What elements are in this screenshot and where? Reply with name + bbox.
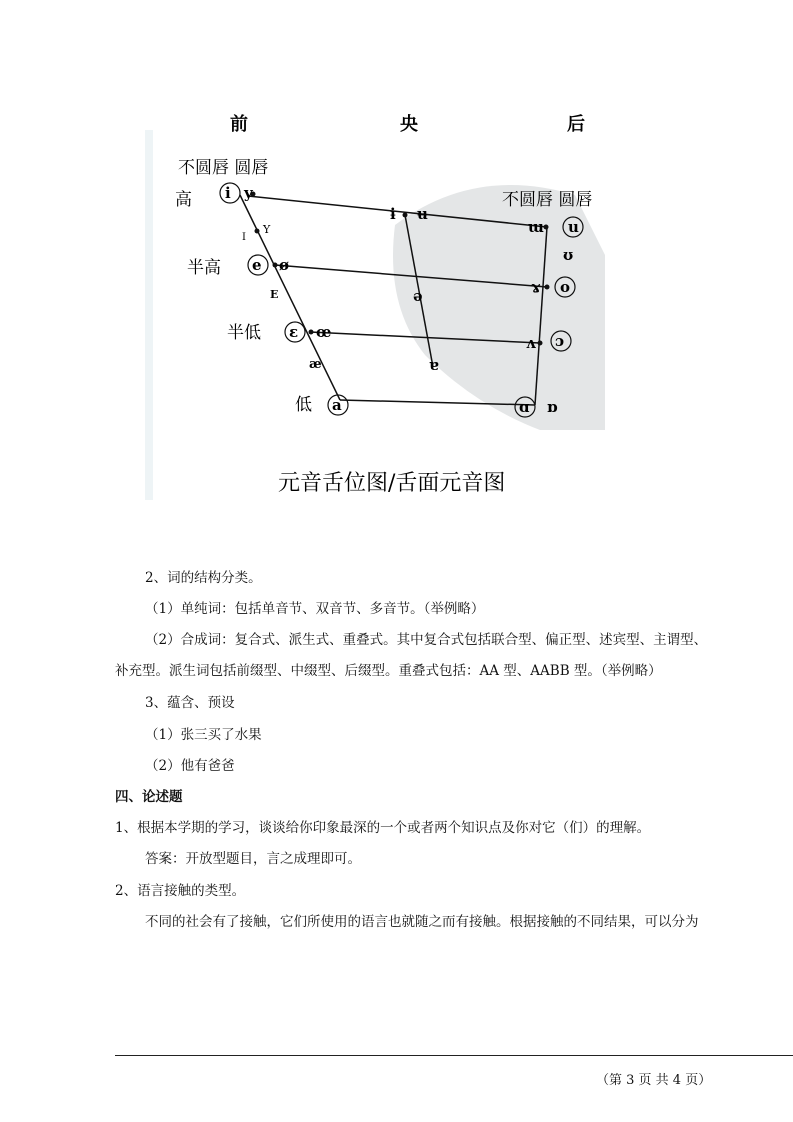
vowel-epsilon: ε [289, 323, 299, 341]
height-high: 高 [175, 190, 192, 210]
col-back: 后 [567, 114, 585, 135]
text-line-1: 2、词的结构分类。 [145, 570, 262, 586]
vowel-oe: œ [316, 323, 332, 341]
vowel-ae: æ [309, 357, 322, 372]
vowel-wedge: ʌ [526, 334, 536, 352]
left-shade [145, 130, 153, 500]
vowel-i: i [225, 184, 231, 202]
vowel-small-i: I [242, 232, 246, 243]
vowel-alpha: ɑ [519, 398, 530, 416]
vowel-turned-m: ɯ [528, 218, 544, 236]
vowel-schwa: ə [413, 287, 423, 305]
height-mid-high: 半高 [187, 258, 221, 278]
height-mid-low: 半低 [227, 323, 261, 343]
text-line-4: 补充型。派生词包括前缀型、中缀型、后缀型。重叠式包括：AA 型、AABB 型。（举例略） [115, 663, 662, 679]
text-line-7: （2）他有爸爸 [145, 758, 235, 774]
col-front: 前 [230, 114, 248, 135]
vowel-turned-a: ɐ [429, 356, 439, 374]
vowel-u: u [568, 218, 579, 236]
vowel-a: a [332, 396, 342, 414]
vowel-gamma: ɤ [531, 278, 541, 296]
footer-rule [115, 1055, 793, 1056]
text-line-5: 3、蕴含、预设 [145, 695, 235, 711]
height-low: 低 [295, 395, 312, 415]
vowel-turned-alpha: ɒ [547, 398, 558, 416]
vowel-chart-figure [145, 105, 615, 505]
vowel-small-y: Y [263, 223, 271, 236]
vowel-small-e: E [270, 288, 279, 301]
vowel-upsilon: ʊ [563, 246, 574, 264]
section-heading: 四、论述题 [115, 789, 183, 805]
text-line-3: （2）合成词：复合式、派生式、重叠式。其中复合式包括联合型、偏正型、述宾型、主谓型、 [145, 632, 708, 648]
vowel-e: e [252, 256, 262, 274]
vowel-open-o: ɔ [555, 332, 565, 350]
front-rounding-label: 不圆唇 圆唇 [178, 158, 269, 178]
text-line-9: 1、根据本学期的学习，谈谈给你印象最深的一个或者两个知识点及你对它（们）的理解。 [115, 820, 651, 836]
text-line-12: 不同的社会有了接触，它们所使用的语言也就随之而有接触。根据接触的不同结果，可以分为 [145, 914, 699, 930]
vowel-barred-u: ʉ [417, 205, 428, 223]
col-central: 央 [400, 114, 418, 135]
vowel-chart [145, 105, 615, 505]
text-line-10: 答案：开放型题目，言之成理即可。 [145, 851, 361, 867]
vowel-y: y [244, 184, 253, 202]
text-line-11: 2、语言接触的类型。 [115, 883, 246, 899]
page-number: （第 3 页 共 4 页） [596, 1073, 712, 1088]
figure-caption: 元音舌位图/舌面元音图 [278, 471, 506, 496]
vowel-barred-i: ɨ [390, 205, 396, 223]
vowel-o: o [560, 278, 571, 296]
text-line-2: （1）单纯词：包括单音节、双音节、多音节。（举例略） [145, 601, 485, 617]
text-line-6: （1）张三买了水果 [145, 727, 262, 743]
back-rounding-label: 不圆唇 圆唇 [502, 190, 593, 210]
vowel-o-slash: ø [279, 256, 290, 274]
